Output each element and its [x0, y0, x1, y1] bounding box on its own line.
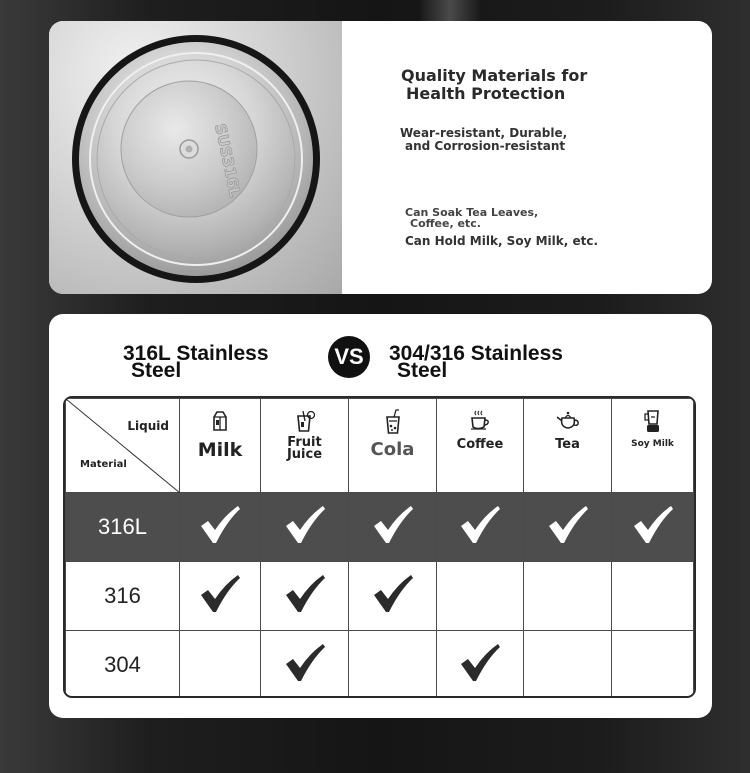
- feature-use1-line1: Can Soak Tea Leaves,: [405, 206, 539, 219]
- comparison-left-line1: 316L Stainless: [123, 342, 269, 365]
- comparison-right-line1: 304/316 Stainless: [389, 342, 563, 365]
- feature-use1-line2: Coffee, etc.: [410, 217, 481, 230]
- comparison-card: [49, 314, 712, 718]
- feature-sub-line1: Wear-resistant, Durable,: [400, 126, 568, 140]
- column-label-milk: Milk: [197, 439, 243, 461]
- check-cell: [612, 493, 694, 562]
- coffee-cup-icon: [468, 409, 492, 431]
- column-header-milk: [180, 399, 261, 493]
- comparison-right-title: [389, 342, 649, 382]
- material-label: 316L: [98, 514, 147, 539]
- checkmark-icon: [199, 574, 241, 614]
- material-cell: [66, 562, 180, 631]
- corner-liquid-label: Liquid: [127, 419, 169, 433]
- column-label-fruit-juice: Fruit Juice: [286, 435, 323, 462]
- feature-use-milk: Can Hold Milk, Soy Milk, etc.: [405, 234, 598, 248]
- juice-cup-icon: [293, 409, 317, 433]
- check-cell: [524, 631, 612, 699]
- feature-title-line2: Health Protection: [406, 84, 566, 103]
- check-cell: [349, 493, 437, 562]
- check-cell: [612, 631, 694, 699]
- checkmark-icon: [459, 505, 501, 545]
- checkmark-icon: [199, 505, 241, 545]
- comparison-right-line2: Steel: [397, 359, 448, 382]
- cola-cup-icon: [382, 409, 404, 435]
- blender-icon: [642, 409, 664, 435]
- table-corner-cell: [66, 399, 180, 493]
- check-cell: [261, 493, 349, 562]
- bottle-bottom-photo: [49, 21, 342, 294]
- check-cell: [349, 631, 437, 699]
- check-cell: [437, 562, 524, 631]
- column-header-fruit-juice: [261, 399, 349, 493]
- feature-card: [49, 21, 712, 294]
- material-label: 316: [104, 583, 141, 608]
- checkmark-icon: [372, 574, 414, 614]
- corner-material-label: Material: [80, 459, 127, 470]
- check-cell: [524, 562, 612, 631]
- checkmark-icon: [372, 505, 414, 545]
- check-cell: [349, 562, 437, 631]
- vs-badge: VS: [328, 336, 370, 378]
- checkmark-icon: [284, 505, 326, 545]
- compatibility-table: [63, 396, 696, 698]
- table-header-row: [66, 399, 694, 493]
- check-cell: [180, 562, 261, 631]
- checkmark-icon: [284, 574, 326, 614]
- engraving-text: SUS316L: [211, 122, 245, 199]
- comparison-left-title: [123, 342, 333, 382]
- check-cell: [180, 493, 261, 562]
- feature-subtitle: [400, 127, 660, 153]
- table-row: [66, 631, 694, 699]
- column-header-cola: [349, 399, 437, 493]
- check-cell: [437, 631, 524, 699]
- column-label-coffee: Coffee: [456, 437, 504, 452]
- material-label: 304: [104, 651, 141, 677]
- checkmark-icon: [632, 505, 674, 545]
- teapot-icon: [555, 409, 581, 431]
- material-cell: [66, 493, 180, 562]
- check-cell: [261, 562, 349, 631]
- material-cell: [66, 631, 180, 699]
- check-cell: [524, 493, 612, 562]
- feature-use-tea: [405, 207, 605, 229]
- feature-title-line1: Quality Materials for: [401, 66, 588, 85]
- checkmark-icon: [547, 505, 589, 545]
- check-cell: [180, 631, 261, 699]
- checkmark-icon: [459, 643, 501, 683]
- table-row: [66, 493, 694, 562]
- column-label-cola: Cola: [370, 439, 415, 460]
- table-row: [66, 562, 694, 631]
- column-label-tea: Tea: [555, 437, 580, 452]
- check-cell: [612, 562, 694, 631]
- check-cell: [437, 493, 524, 562]
- column-label-soy-milk: Soy Milk: [631, 439, 674, 449]
- feature-title: [401, 67, 661, 103]
- feature-sub-line2: and Corrosion-resistant: [405, 139, 566, 153]
- check-cell: [261, 631, 349, 699]
- comparison-left-line2: Steel: [131, 359, 182, 382]
- column-header-tea: [524, 399, 612, 493]
- checkmark-icon: [284, 643, 326, 683]
- corner-diagonal: [66, 399, 180, 493]
- background-bottle-edge: [420, 0, 480, 22]
- milk-carton-icon: [209, 409, 231, 433]
- column-header-soy-milk: [612, 399, 694, 493]
- column-header-coffee: [437, 399, 524, 493]
- steel-bottom-illustration: [49, 21, 342, 294]
